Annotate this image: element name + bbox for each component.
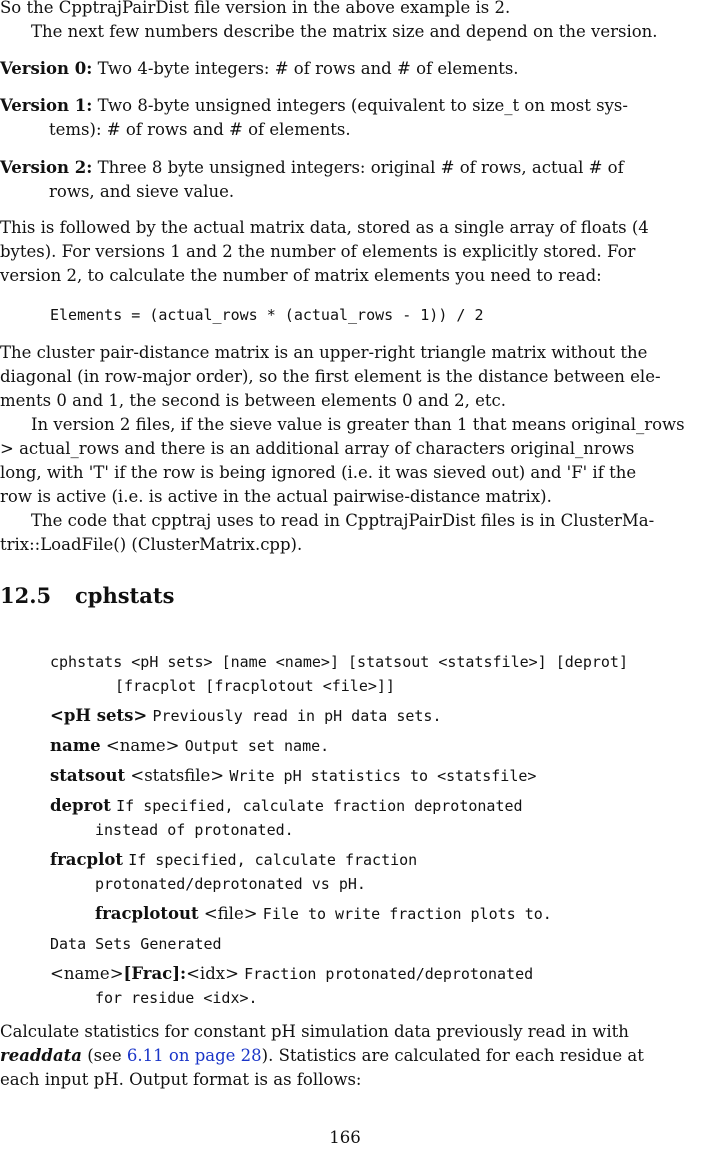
option-desc: Write pH statistics to <statsfile> bbox=[229, 767, 537, 785]
option-deprot bbox=[50, 794, 523, 818]
option-fracplotout bbox=[95, 902, 552, 926]
paragraph-line: long, with 'T' if the row is being ignored (i.e. it was sieved out) and 'F' if the bbox=[0, 463, 637, 482]
option-key: <pH sets> bbox=[50, 706, 148, 725]
version-desc: Two 8-byte unsigned integers (equivalent to size_t on most sys- bbox=[97, 96, 628, 115]
dataset-desc: Fraction protonated/deprotonated bbox=[244, 965, 534, 983]
section-heading bbox=[0, 584, 174, 608]
intro-line-1: So the CpptrajPairDist file version in the above example is 2. bbox=[0, 0, 511, 17]
option-desc: If specified, calculate fraction bbox=[128, 851, 418, 869]
version-1 bbox=[0, 94, 690, 142]
section-title: cphstats bbox=[75, 583, 175, 608]
page-number: 166 bbox=[329, 1128, 361, 1147]
intro-line-2: The next few numbers describe the matrix size and depend on the version. bbox=[31, 22, 658, 41]
paragraph-line: The cluster pair-distance matrix is an upper-right triangle matrix without the bbox=[0, 343, 648, 362]
option-statsout bbox=[50, 764, 536, 788]
paragraph-line: ments 0 and 1, the second is between elements 0 and 2, etc. bbox=[0, 391, 507, 410]
paragraph-line: > actual_rows and there is an additional array of characters original_nrows bbox=[0, 439, 635, 458]
readdata-command: readdata bbox=[0, 1046, 82, 1065]
version-label: Version 2: bbox=[0, 158, 93, 177]
paragraph-line: each input pH. Output format is as follows: bbox=[0, 1070, 362, 1089]
option-arg: <name> bbox=[100, 736, 180, 755]
option-desc-cont: instead of protonated. bbox=[95, 821, 294, 839]
paragraph-line bbox=[0, 1044, 690, 1068]
paragraph-line: diagonal (in row-major order), so the first element is the distance between ele- bbox=[0, 367, 661, 386]
option-key: statsout bbox=[50, 766, 126, 785]
dataset-frac bbox=[50, 962, 533, 986]
option-desc: Output set name. bbox=[184, 737, 330, 755]
version-desc: Two 4-byte integers: # of rows and # of elements. bbox=[97, 59, 519, 78]
option-arg: <statsfile> bbox=[125, 766, 225, 785]
option-name bbox=[50, 734, 329, 758]
paragraph-line: bytes). For versions 1 and 2 the number of elements is explicitly stored. For bbox=[0, 242, 636, 261]
text-span: (see bbox=[81, 1046, 127, 1065]
version-label: Version 0: bbox=[0, 59, 93, 78]
version-desc-cont: rows, and sieve value. bbox=[49, 182, 235, 201]
dataset-desc-cont: for residue <idx>. bbox=[95, 989, 258, 1007]
paragraph-line: row is active (i.e. is active in the actual pairwise-distance matrix). bbox=[0, 487, 552, 506]
option-arg: <file> bbox=[198, 904, 258, 923]
paragraph-line: The code that cpptraj uses to read in CpptrajPairDist files is in ClusterMa- bbox=[31, 511, 655, 530]
paragraph-line: version 2, to calculate the number of matrix elements you need to read: bbox=[0, 266, 602, 285]
version-desc-cont: tems): # of rows and # of elements. bbox=[49, 120, 351, 139]
paragraph-line: Calculate statistics for constant pH simulation data previously read in with bbox=[0, 1022, 629, 1041]
option-desc: Previously read in pH data sets. bbox=[152, 707, 442, 725]
version-2 bbox=[0, 156, 690, 204]
version-0 bbox=[0, 57, 690, 81]
option-desc: File to write fraction plots to. bbox=[262, 905, 552, 923]
option-desc-cont: protonated/deprotonated vs pH. bbox=[95, 875, 366, 893]
option-key: name bbox=[50, 736, 101, 755]
section-reference-link[interactable]: 6.11 on page 28 bbox=[126, 1046, 262, 1065]
paragraph-line: In version 2 files, if the sieve value is greater than 1 that means original_rows bbox=[31, 415, 685, 434]
dataset-key-frac: [Frac]: bbox=[123, 964, 187, 983]
option-ph-sets bbox=[50, 704, 441, 728]
option-key: fracplot bbox=[50, 850, 123, 869]
option-key: deprot bbox=[50, 796, 111, 815]
paragraph-line: This is followed by the actual matrix data, stored as a single array of floats (4 bbox=[0, 218, 649, 237]
text-span: ). Statistics are calculated for each residue at bbox=[261, 1046, 644, 1065]
usage-line-2: [fracplot [fracplotout <file>]] bbox=[115, 677, 395, 695]
option-desc: If specified, calculate fraction deprotonated bbox=[116, 797, 523, 815]
section-number: 12.5 bbox=[0, 583, 52, 608]
usage-line-1: cphstats <pH sets> [name <name>] [statsout <statsfile>] [deprot] bbox=[50, 653, 628, 671]
dataset-key-idx: <idx> bbox=[186, 964, 239, 983]
version-label: Version 1: bbox=[0, 96, 93, 115]
option-fracplot bbox=[50, 848, 417, 872]
option-key: fracplotout bbox=[95, 904, 199, 923]
elements-formula: Elements = (actual_rows * (actual_rows - 1)) / 2 bbox=[50, 306, 484, 324]
datasets-generated-label: Data Sets Generated bbox=[50, 935, 222, 953]
dataset-key-name: <name> bbox=[50, 964, 124, 983]
paragraph-line: trix::LoadFile() (ClusterMatrix.cpp). bbox=[0, 535, 303, 554]
version-desc: Three 8 byte unsigned integers: original # of rows, actual # of bbox=[97, 158, 624, 177]
